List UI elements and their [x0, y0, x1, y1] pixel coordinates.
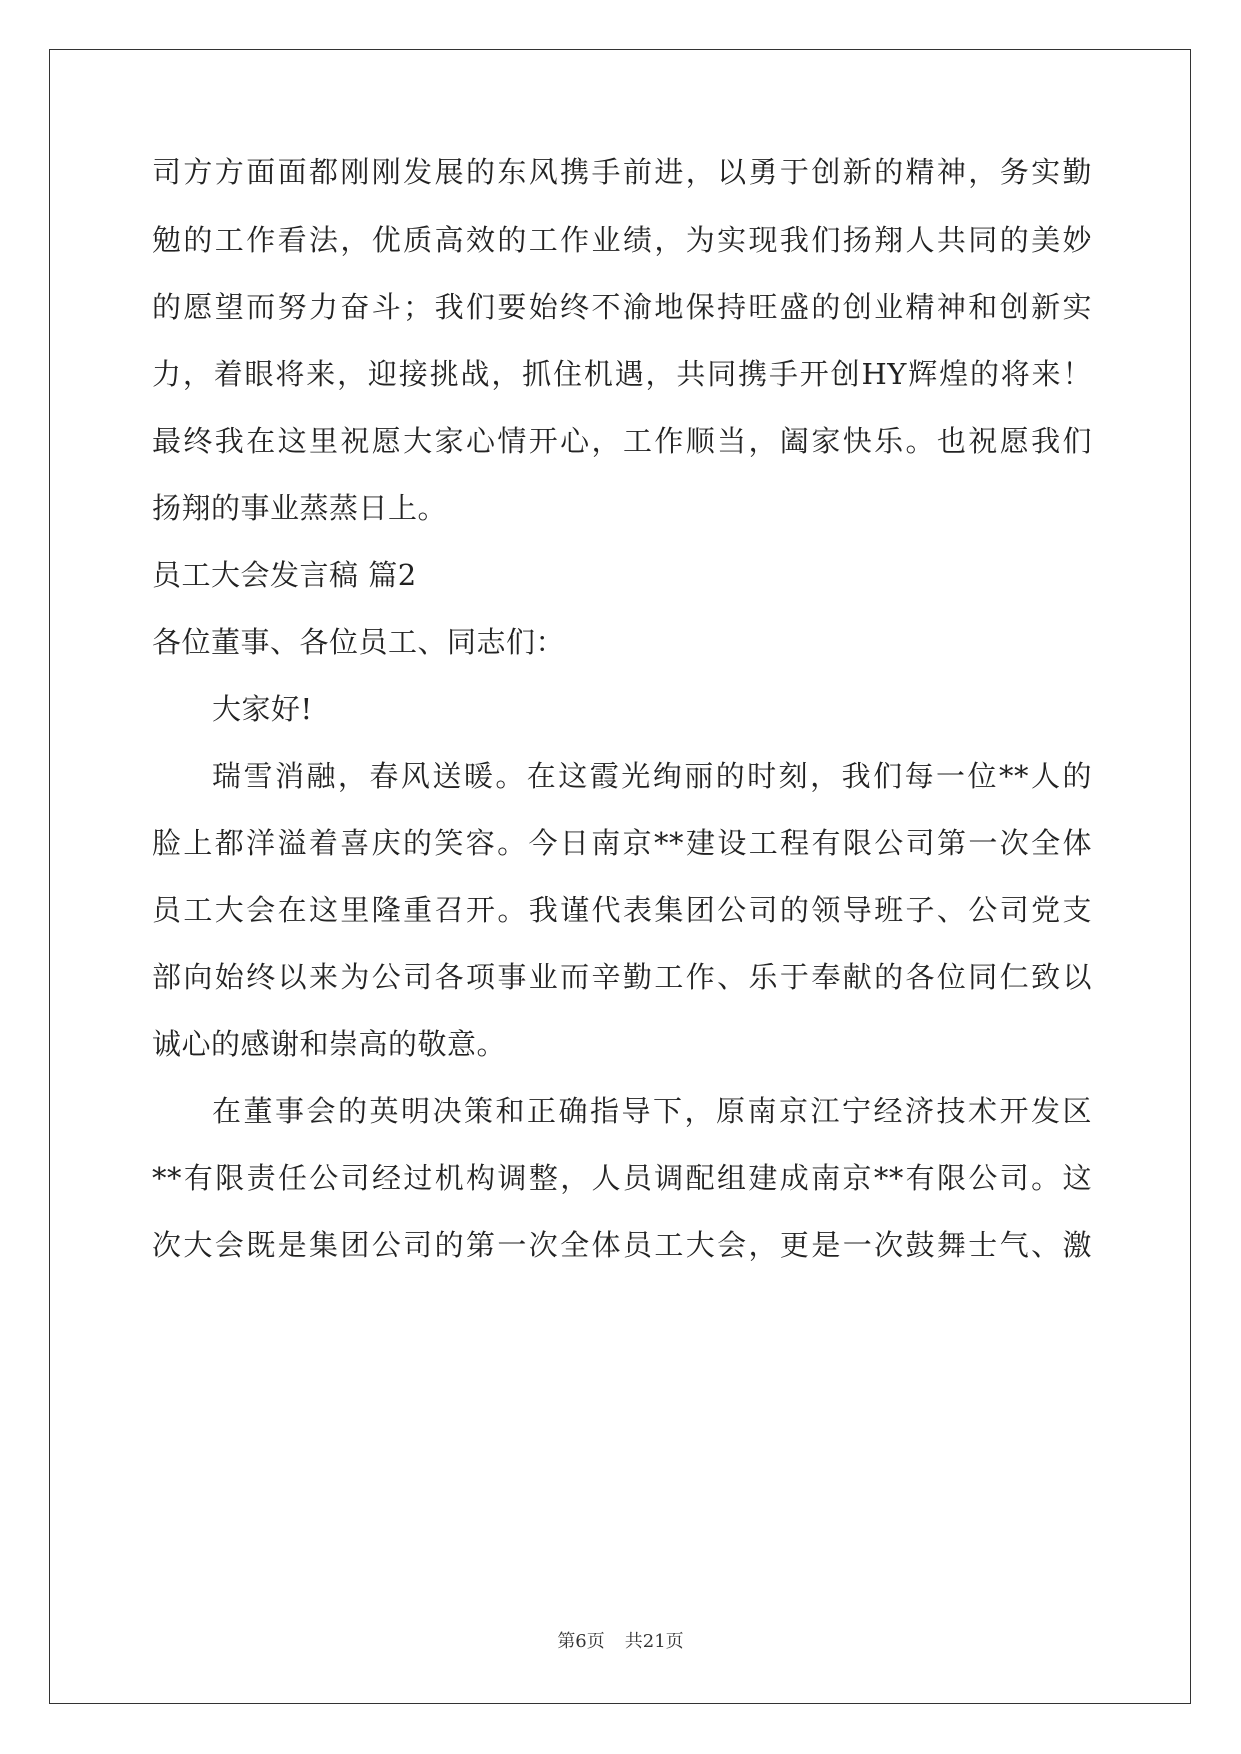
greeting: 大家好!	[212, 692, 313, 726]
paragraph-line: 次大会既是集团公司的第一次全体员工大会，更是一次鼓舞士气、激	[152, 1228, 1092, 1262]
paragraph-line: 力，着眼将来，迎接挑战，抓住机遇，共同携手开创HY辉煌的将来！	[152, 357, 1092, 391]
page-footer	[0, 1630, 1241, 1654]
section-heading: 员工大会发言稿 篇2	[152, 558, 417, 592]
paragraph-line: 勉的工作看法，优质高效的工作业绩，为实现我们扬翔人共同的美妙	[152, 223, 1092, 257]
paragraph-line: 诚心的感谢和崇高的敬意。	[152, 1027, 507, 1061]
paragraph-line: 最终我在这里祝愿大家心情开心，工作顺当，阖家快乐。也祝愿我们	[152, 424, 1092, 458]
page-total: 共21页	[624, 1631, 684, 1652]
paragraph-line: 司方方面面都刚刚发展的东风携手前进，以勇于创新的精神，务实勤	[152, 155, 1092, 189]
paragraph-line: 的愿望而努力奋斗；我们要始终不渝地保持旺盛的创业精神和创新实	[152, 290, 1092, 324]
paragraph-line: 部向始终以来为公司各项事业而辛勤工作、乐于奉献的各位同仁致以	[152, 960, 1092, 994]
paragraph-line: 脸上都洋溢着喜庆的笑容。今日南京**建设工程有限公司第一次全体	[152, 826, 1092, 860]
paragraph-line: 瑞雪消融，春风送暖。在这霞光绚丽的时刻，我们每一位**人的	[212, 759, 1092, 793]
page-number: 第6页	[557, 1631, 605, 1652]
paragraph-line: 在董事会的英明决策和正确指导下，原南京江宁经济技术开发区	[212, 1094, 1092, 1128]
paragraph-line: **有限责任公司经过机构调整，人员调配组建成南京**有限公司。这	[152, 1161, 1092, 1195]
salutation: 各位董事、各位员工、同志们：	[152, 625, 566, 659]
paragraph-line: 员工大会在这里隆重召开。我谨代表集团公司的领导班子、公司党支	[152, 893, 1092, 927]
paragraph-line: 扬翔的事业蒸蒸日上。	[152, 491, 448, 525]
